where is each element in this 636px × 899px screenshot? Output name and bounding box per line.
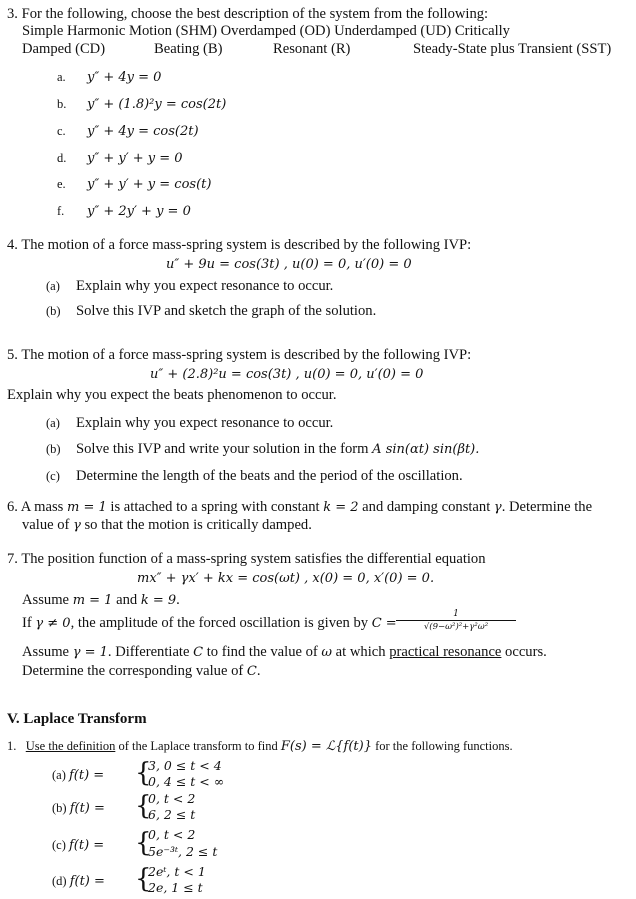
- case-line: 6, 2 ≤ t: [148, 807, 196, 822]
- p7-assume-mk: Assume m = 1 and k = 9.: [22, 592, 180, 608]
- case-line: 0, t < 2: [148, 827, 196, 842]
- p5-explain: Explain why you expect the beats phenomenon to occur.: [7, 387, 337, 403]
- laplace-item-c-label: (c) f(t) =: [52, 838, 105, 853]
- p3-item-a: a. y″ + 4y = 0: [57, 70, 162, 85]
- case-line: 2eᵗ, t < 1: [148, 864, 206, 879]
- p7-assume-gamma: Assume γ = 1. Differentiate C to find the value of ω at which practical resonance occurs.: [22, 644, 547, 660]
- p3-choice-sst: Steady-State plus Transient (SST): [413, 41, 612, 57]
- p6-line2: value of γ so that the motion is critically damped.: [22, 517, 312, 533]
- fraction-denominator: √(9−ω²)²+γ²ω²: [423, 622, 489, 632]
- p4-intro: 4. The motion of a force mass-spring system is described by the following IVP:: [7, 237, 472, 253]
- p5-part-a: (a) Explain why you expect resonance to occur.: [46, 415, 334, 431]
- p3-choices-line1: Simple Harmonic Motion (SHM) Overdamped (OD) Underdamped (UD) Critically: [22, 23, 510, 39]
- p4-part-b: (b) Solve this IVP and sketch the graph of the solution.: [46, 303, 377, 319]
- p5-intro: 5. The motion of a force mass-spring system is described by the following IVP:: [7, 347, 472, 363]
- left-brace: {: [135, 758, 152, 788]
- case-line: 3, 0 ≤ t < 4: [148, 758, 222, 773]
- p4-equation: u″ + 9u = cos(3t) , u(0) = 0, u′(0) = 0: [166, 257, 412, 272]
- case-line: 2e, 1 ≤ t: [148, 880, 203, 895]
- case-line: 0, 4 ≤ t < ∞: [148, 774, 225, 789]
- left-brace: {: [135, 828, 152, 858]
- p3-choice-r: Resonant (R): [273, 41, 351, 57]
- p6-line1: 6. A mass m = 1 is attached to a spring with constant k = 2 and damping constant γ. Determine the: [7, 499, 593, 515]
- p7-amplitude-line: If γ ≠ 0, the amplitude of the forced oscillation is given by C =: [22, 615, 397, 631]
- fraction-numerator: 1: [396, 609, 516, 621]
- p3-item-b: b. y″ + (1.8)²y = cos(2t): [57, 97, 227, 112]
- laplace-q1: 1. Use the definition of the Laplace transform to find F(s) = ℒ{f(t)} for the following functions.: [7, 739, 513, 754]
- laplace-item-d-label: (d) f(t) =: [52, 874, 105, 889]
- p7-equation: mx″ + γx′ + kx = cos(ωt) , x(0) = 0, x′(0) = 0.: [137, 571, 435, 586]
- p3-item-e: e. y″ + y′ + y = cos(t): [57, 177, 212, 192]
- p3-choice-cd: Damped (CD): [22, 41, 106, 57]
- p3-item-c: c. y″ + 4y = cos(2t): [57, 124, 199, 139]
- p5-part-c: (c) Determine the length of the beats and the period of the oscillation.: [46, 468, 463, 484]
- p7-determine: Determine the corresponding value of C.: [22, 663, 261, 679]
- case-line: 5e⁻³ᵗ, 2 ≤ t: [148, 844, 218, 859]
- p3-intro: 3. For the following, choose the best description of the system from the following:: [7, 6, 489, 22]
- amplitude-fraction: [396, 609, 516, 633]
- laplace-item-a-label: (a) f(t) =: [52, 768, 105, 783]
- p5-part-b: (b) Solve this IVP and write your solution in the form A sin(αt) sin(βt).: [46, 441, 480, 457]
- left-brace: {: [135, 864, 152, 894]
- p3-item-d: d. y″ + y′ + y = 0: [57, 151, 183, 166]
- p5-equation: u″ + (2.8)²u = cos(3t) , u(0) = 0, u′(0) = 0: [150, 367, 424, 382]
- p3-item-f: f. y″ + 2y′ + y = 0: [57, 204, 191, 219]
- left-brace: {: [135, 791, 152, 821]
- laplace-item-b-label: (b) f(t) =: [52, 801, 105, 816]
- p7-intro: 7. The position function of a mass-spring system satisfies the differential equation: [7, 551, 486, 567]
- case-line: 0, t < 2: [148, 791, 196, 806]
- section-heading: V. Laplace Transform: [7, 711, 147, 727]
- p3-choice-b: Beating (B): [154, 41, 223, 57]
- p4-part-a: (a) Explain why you expect resonance to occur.: [46, 278, 334, 294]
